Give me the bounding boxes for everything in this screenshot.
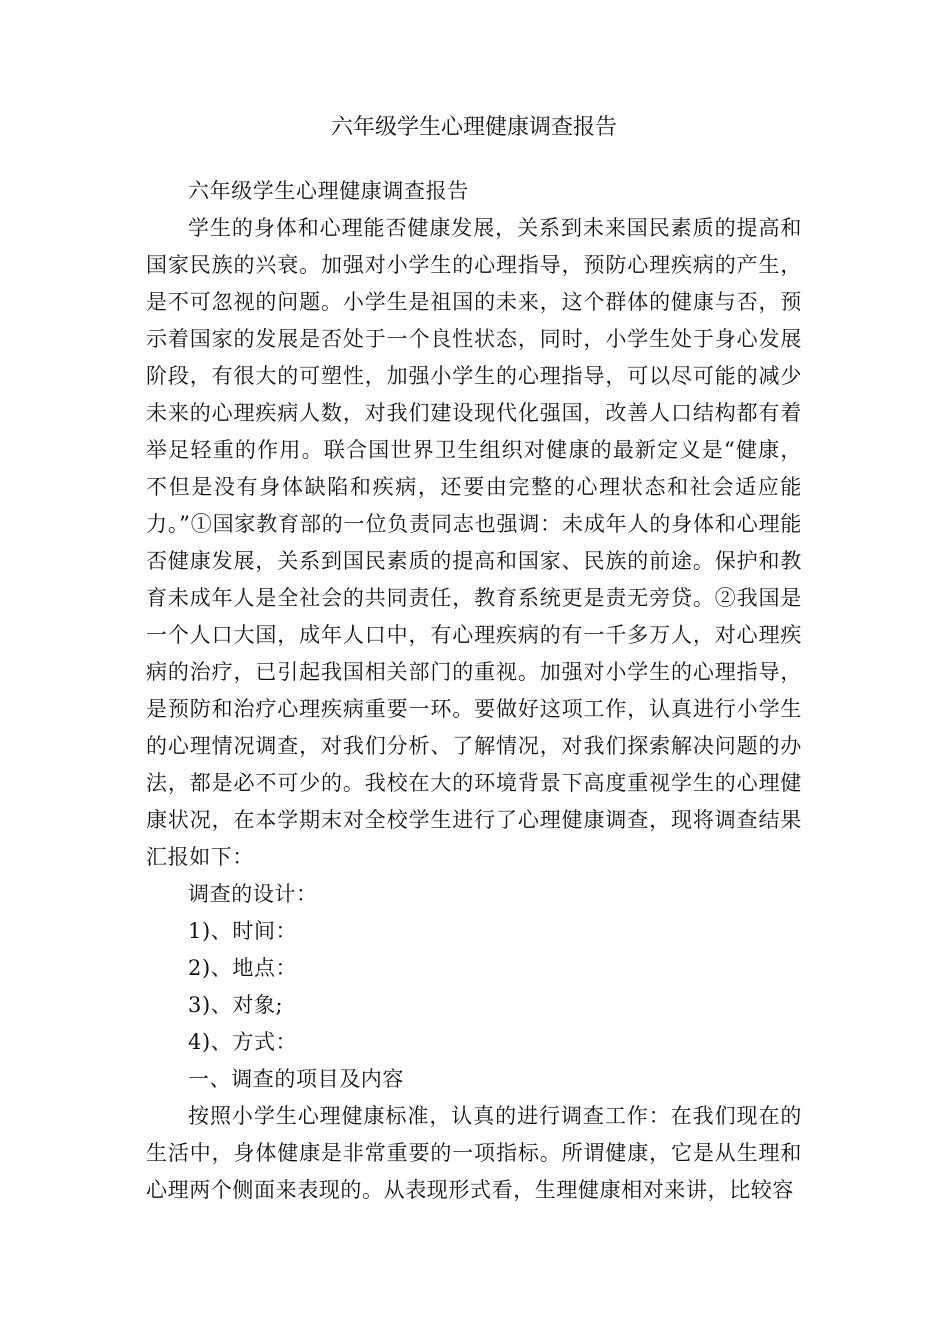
design-item-location: 2)、地点： bbox=[188, 956, 298, 980]
section-paragraph: 按照小学生心理健康标准，认真的进行调查工作：在我们现在的生活中，身体健康是非常重要的一项指标。所谓健康，它是从生理和心理两个侧面来表现的。从表现形式看，生理健康相对来讲，比较容 bbox=[146, 1104, 802, 1202]
survey-design-heading: 调查的设计： bbox=[188, 882, 318, 906]
design-item-subjects: 3)、对象; bbox=[188, 993, 284, 1017]
document-body bbox=[146, 173, 802, 1209]
section-heading-items: 一、调查的项目及内容 bbox=[188, 1067, 404, 1091]
body-heading: 六年级学生心理健康调查报告 bbox=[188, 179, 469, 203]
design-item-method: 4)、方式： bbox=[188, 1030, 298, 1054]
design-item-time: 1)、时间： bbox=[188, 919, 298, 943]
intro-paragraph: 学生的身体和心理能否健康发展，关系到未来国民素质的提高和国家民族的兴衰。加强对小学生的心理指导，预防心理疾病的产生，是不可忽视的问题。小学生是祖国的未来，这个群体的健康与否，预示着国家的发展是否处于一个良性状态，同时，小学生处于身心发展阶段，有很大的可塑性，加强小学生的心理指导，可以尽可能的减少未来的心理疾病人数，对我们建设现代化强国，改善人口结构都有着举足轻重的作用。联合国世界卫生组织对健康的最新定义是“健康，不但是没有身体缺陷和疾病，还要由完整的心理状态和社会适应能力。”①国家教育部的一位负责同志也强调：未成年人的身体和心理能否健康发展，关系到国民素质的提高和国家、民族的前途。保护和教育未成年人是全社会的共同责任，教育系统更是责无旁贷。②我国是一个人口大国，成年人口中，有心理疾病的有一千多万人，对心理疾病的治疗，已引起我国相关部门的重视。加强对小学生的心理指导，是预防和治疗心理疾病重要一环。要做好这项工作，认真进行小学生的心理情况调查，对我们分析、了解情况，对我们探索解决问题的办法，都是必不可少的。我校在大的环境背景下高度重视学生的心理健康状况，在本学期末对全校学生进行了心理健康调查，现将调查结果汇报如下： bbox=[146, 216, 802, 869]
document-title: 六年级学生心理健康调查报告 bbox=[330, 115, 617, 140]
